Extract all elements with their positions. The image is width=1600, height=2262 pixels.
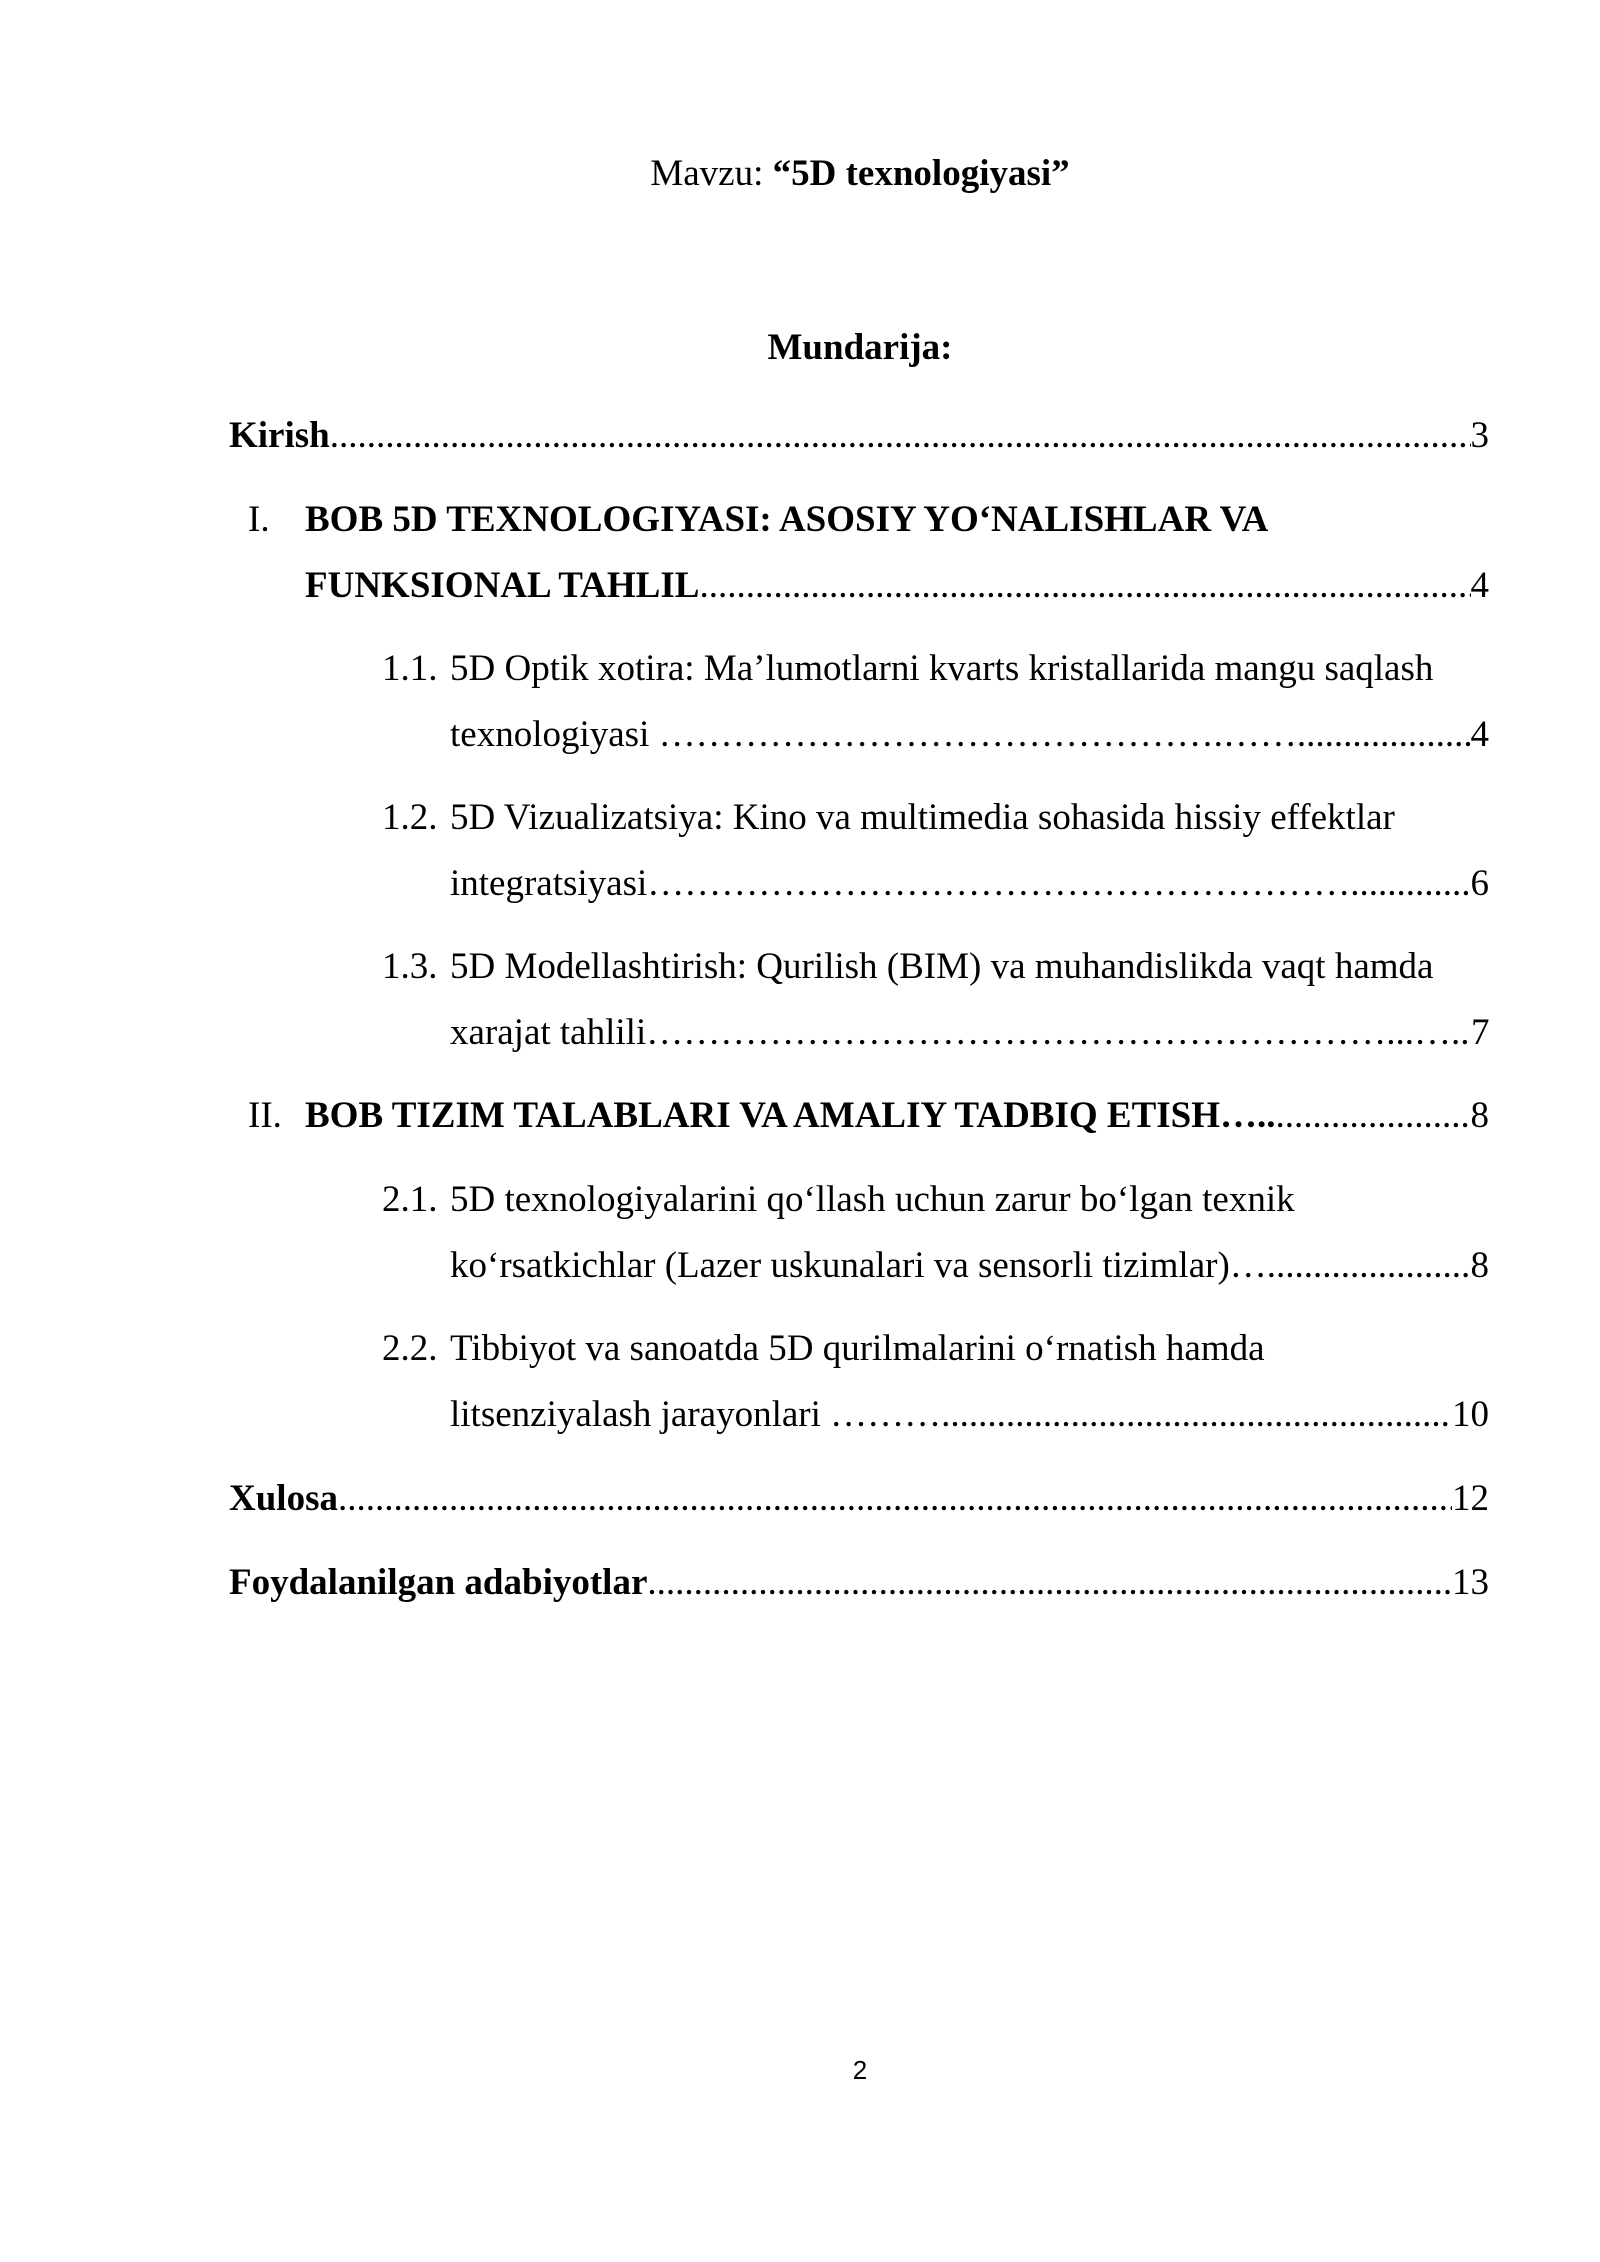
dot-leader (1380, 709, 1470, 761)
dot-leader (330, 410, 1471, 462)
toc-entry-label: BOB TIZIM TALABLARI VA AMALIY TADBIQ ETISH….. (305, 1095, 1276, 1136)
section-number: 2.2. (382, 1328, 438, 1369)
chapter-roman-numeral: I. (248, 499, 270, 540)
document-topic (0, 148, 1600, 200)
toc-entry-chapter1-line1[interactable]: BOB 5D TEXNOLOGIYASI: ASOSIY YO‘NALISHLAR VA (305, 499, 1269, 540)
toc-page-number: 8 (1470, 1095, 1489, 1136)
toc-page-number: 12 (1452, 1478, 1489, 1519)
dot-leader (1422, 1389, 1452, 1441)
dot-leader (1443, 1240, 1471, 1292)
toc-entry-references[interactable] (229, 1557, 1489, 1609)
toc-entry-conclusion[interactable] (229, 1473, 1489, 1525)
section-number: 1.3. (382, 946, 438, 987)
toc-page-number: 4 (1470, 565, 1489, 606)
toc-page-number: 10 (1452, 1394, 1489, 1435)
topic-prefix: Mavzu: (650, 153, 773, 194)
toc-entry-chapter2[interactable] (305, 1090, 1489, 1142)
toc-page-number: 4 (1470, 714, 1489, 755)
topic-title: “5D texnologiyasi” (772, 153, 1070, 194)
toc-entry-label: texnologiyasi ……………………………………….……......... (450, 714, 1381, 755)
toc-page-number: 8 (1470, 1245, 1489, 1286)
toc-entry-s21[interactable] (450, 1240, 1489, 1292)
section-number: 1.1. (382, 648, 438, 689)
dot-leader (338, 1473, 1452, 1525)
toc-entry-s12[interactable] (450, 858, 1489, 910)
dot-leader (1451, 1007, 1471, 1059)
toc-entry-label: FUNKSIONAL TAHLIL (305, 565, 700, 606)
toc-entry-s11-line1[interactable]: 5D Optik xotira: Ma’lumotlarni kvarts kristallarida mangu saqlash (450, 648, 1434, 689)
chapter-roman-numeral: II. (248, 1095, 282, 1136)
toc-heading: Mundarija: (767, 327, 953, 368)
toc-page-number: 7 (1470, 1012, 1489, 1053)
dot-leader (647, 1557, 1452, 1609)
dot-leader (699, 560, 1470, 612)
section-number: 2.1. (382, 1179, 438, 1220)
toc-entry-s22[interactable] (450, 1389, 1489, 1441)
toc-entry-label: integratsiyasi…………………………………………………...... (450, 863, 1406, 904)
toc-entry-intro[interactable] (229, 410, 1489, 462)
toc-entry-label: litsenziyalash jarayonlari ……….................................................... (450, 1394, 1423, 1435)
toc-page-number: 13 (1452, 1562, 1489, 1603)
toc-entry-s13-line1[interactable]: 5D Modellashtirish: Qurilish (BIM) va muhandislikda vaqt hamda (450, 946, 1434, 987)
toc-entry-s12-line1[interactable]: 5D Vizualizatsiya: Kino va multimedia sohasida hissiy effektlar (450, 797, 1395, 838)
toc-entry-s13[interactable] (450, 1007, 1489, 1059)
toc-entry-label: xarajat tahlili……………………………………………………...… (450, 1012, 1451, 1053)
toc-entry-label: Kirish (229, 415, 330, 456)
toc-page-number: 6 (1470, 863, 1489, 904)
toc-entry-s22-line1[interactable]: Tibbiyot va sanoatda 5D qurilmalarini o‘rnatish hamda (450, 1328, 1265, 1369)
toc-entry-s21-line1[interactable]: 5D texnologiyalarini qo‘llash uchun zarur bo‘lgan texnik (450, 1179, 1295, 1220)
toc-entry-label: Foydalanilgan adabiyotlar (229, 1562, 648, 1603)
toc-entry-label: ko‘rsatkichlar (Lazer uskunalari va sensorli tizimlar)…................... (450, 1245, 1443, 1286)
toc-entry-label: Xulosa (229, 1478, 338, 1519)
dot-leader (1276, 1090, 1471, 1142)
section-number: 1.2. (382, 797, 438, 838)
toc-page-number: 3 (1470, 415, 1489, 456)
toc-entry-s11[interactable] (450, 709, 1489, 761)
dot-leader (1406, 858, 1471, 910)
toc-entry-chapter1[interactable] (305, 560, 1489, 612)
page-number: 2 (852, 2055, 868, 2085)
